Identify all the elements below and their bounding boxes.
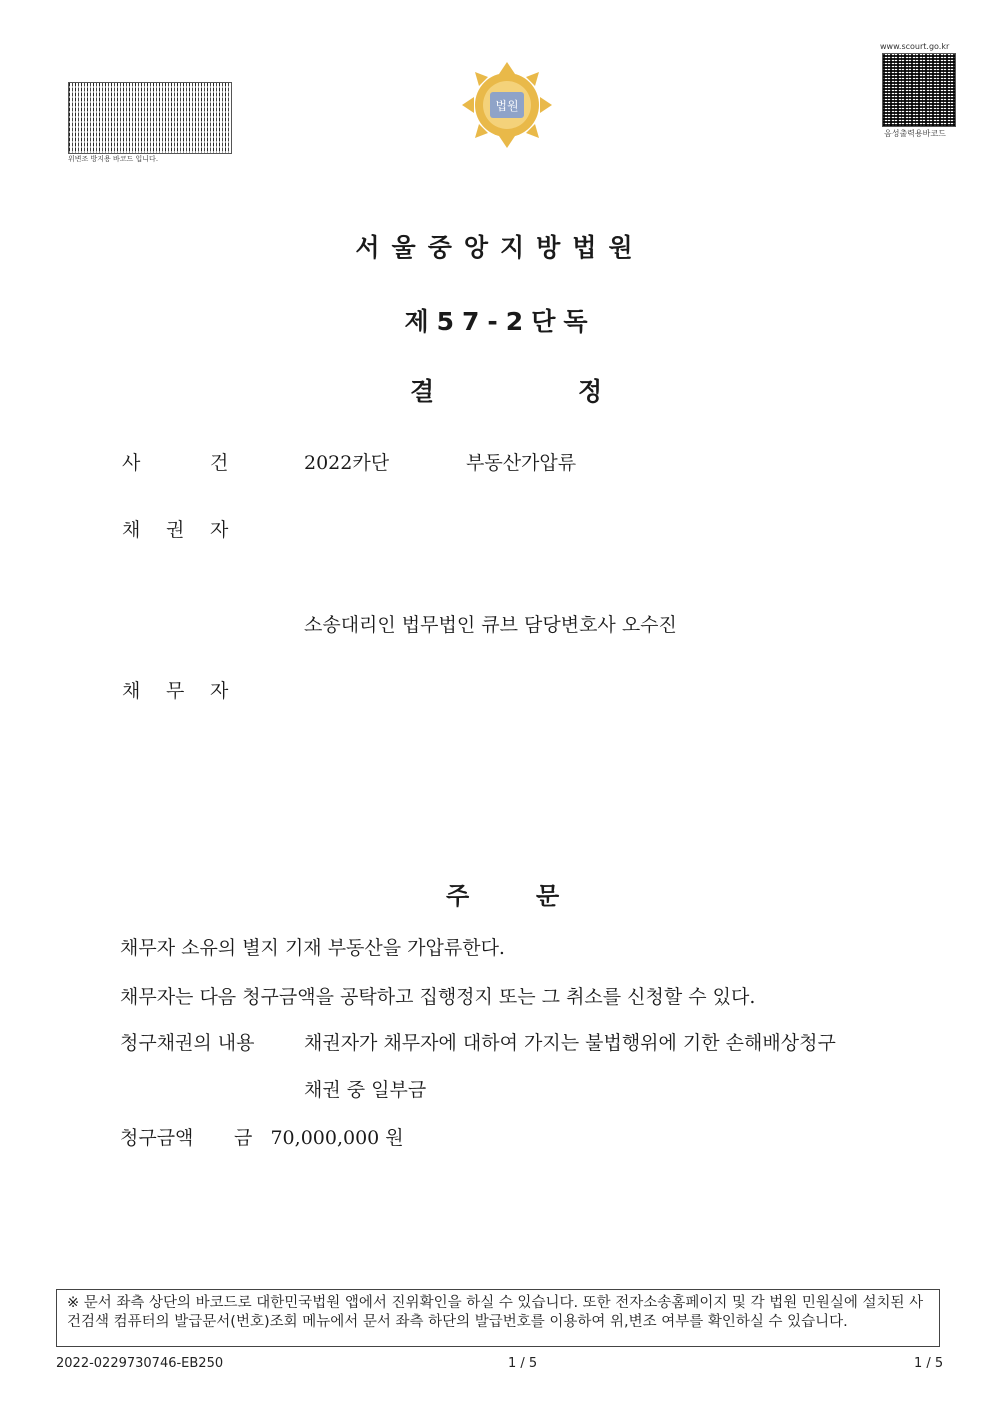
creditor-label-2: 권 (166, 519, 185, 541)
amount-text: 금 70,000,000 원 (234, 1127, 404, 1149)
qr-url: www.scourt.go.kr (880, 42, 950, 51)
debtor-label-1: 채 (122, 680, 141, 702)
qr-caption: 음성출력용바코드 (884, 129, 946, 138)
creditor-label-1: 채 (122, 519, 141, 541)
order-line-1: 채무자 소유의 별지 기재 부동산을 가압류한다. (120, 937, 505, 959)
order-line-2: 채무자는 다음 청구금액을 공탁하고 집행정지 또는 그 취소를 신청할 수 있다. (120, 986, 756, 1008)
issue-number: 2022-0229730746-EB250 (56, 1356, 224, 1371)
court-name: 서울중앙지방법원 (355, 233, 645, 262)
emblem-text: 법원 (495, 99, 519, 113)
case-name: 부동산가압류 (466, 452, 577, 474)
claim-text-2: 채권 중 일부금 (304, 1079, 427, 1101)
anti-forgery-barcode (68, 82, 232, 154)
page-number-center: 1 / 5 (508, 1356, 538, 1371)
case-label-1: 사 (122, 452, 141, 474)
amount-label: 청구금액 (120, 1127, 194, 1149)
case-number: 2022카단 (304, 452, 390, 474)
voice-output-qr-code (882, 53, 956, 127)
creditor-label-3: 자 (210, 519, 229, 541)
court-emblem-icon (460, 60, 554, 150)
verification-notice: ※ 문서 좌측 상단의 바코드로 대한민국법원 앱에서 진위확인을 하실 수 있습니다. 또한 전자소송홈페이지 및 각 법원 민원실에 설치된 사건검색 컴퓨터의 발급문서(번호)조회 메뉴에서 문서 좌측 하단의 발급번호를 이용하여 위,변조 여부를 확인하실 수 있습니다. (56, 1289, 940, 1347)
debtor-label-2: 무 (166, 680, 185, 702)
division-name: 제57-2단독 (404, 307, 596, 336)
claim-label: 청구채권의 내용 (120, 1032, 255, 1054)
case-label-2: 건 (210, 452, 229, 474)
attorney-line: 소송대리인 법무법인 큐브 담당변호사 오수진 (304, 614, 677, 636)
barcode-caption: 위변조 방지용 바코드 입니다. (68, 155, 159, 163)
doc-type-right: 정 (578, 377, 603, 406)
order-heading-right: 문 (536, 882, 560, 910)
claim-text-1: 채권자가 채무자에 대하여 가지는 불법행위에 기한 손해배상청구 (304, 1032, 836, 1054)
debtor-label-3: 자 (210, 680, 229, 702)
order-heading-left: 주 (446, 882, 470, 910)
page-number-right: 1 / 5 (914, 1356, 944, 1371)
doc-type-left: 결 (410, 377, 435, 406)
